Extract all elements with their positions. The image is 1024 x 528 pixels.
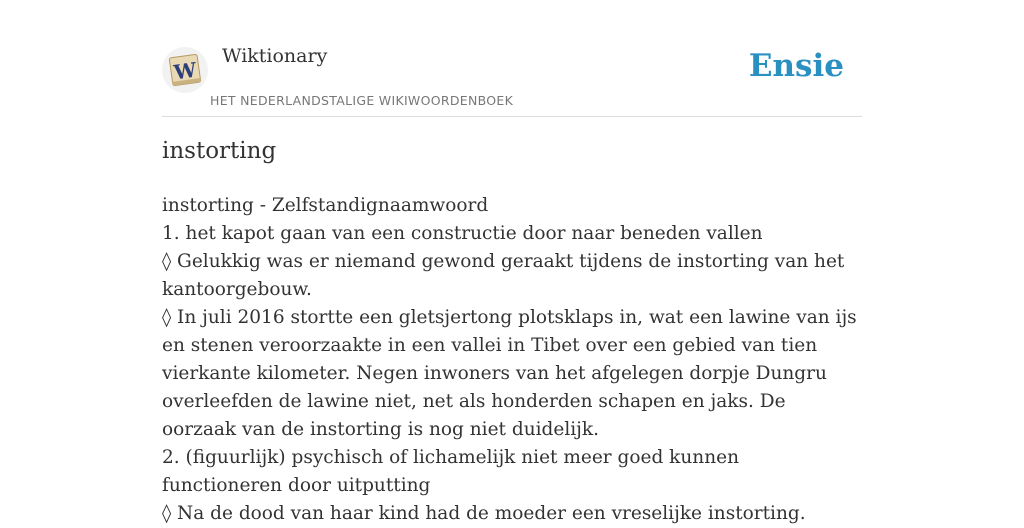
entry-content bbox=[162, 192, 862, 528]
wiktionary-logo-icon[interactable] bbox=[162, 47, 208, 93]
example-marker: ◊ bbox=[162, 503, 172, 524]
ensie-brand-link[interactable]: Ensie bbox=[748, 48, 844, 84]
site-header bbox=[162, 0, 862, 117]
sense-definition: 2. (figuurlijk) psychisch of lichamelijk niet meer goed kunnen functioneren door uitputting bbox=[162, 447, 739, 496]
entry-heading: instorting - Zelfstandignaamwoord bbox=[162, 195, 489, 216]
site-tagline: HET NEDERLANDSTALIGE WIKIWOORDENBOEK bbox=[210, 93, 514, 108]
example-text: In juli 2016 stortte een gletsjertong plotsklaps in, wat een lawine van ijs en stenen veroorzaakte in een vallei in Tibet over een gebied van tien vierkante kilometer. Negen inwoners van het afgelegen dorpje Dungru overleefden de lawine niet, net als honderden schapen en jaks. De oorzaak van de instorting is nog niet duidelijk. bbox=[162, 307, 857, 440]
example-text: Na de dood van haar kind had de moeder een vreselijke instorting. bbox=[177, 503, 806, 524]
example-sentence bbox=[162, 248, 862, 304]
example-marker: ◊ bbox=[162, 251, 172, 272]
example-sentence bbox=[162, 500, 862, 528]
example-text: Gelukkig was er niemand gewond geraakt tijdens de instorting van het kantoorgebouw. bbox=[162, 251, 845, 300]
page-title: instorting bbox=[162, 138, 277, 164]
example-marker: ◊ bbox=[162, 307, 172, 328]
site-name[interactable]: Wiktionary bbox=[222, 45, 328, 67]
example-sentence bbox=[162, 304, 862, 444]
sense-definition: 1. het kapot gaan van een constructie door naar beneden vallen bbox=[162, 223, 763, 244]
logo-letter: W bbox=[172, 57, 198, 85]
wiktionary-tile-icon bbox=[162, 47, 208, 93]
